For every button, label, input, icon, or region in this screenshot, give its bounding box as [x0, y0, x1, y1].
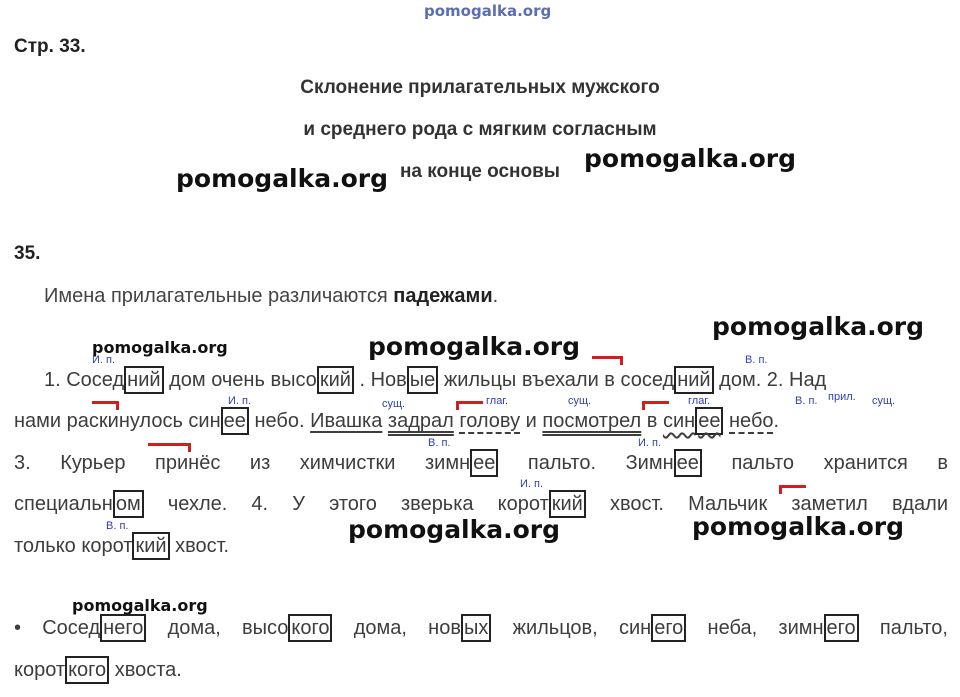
- title-line-3: на конце основы: [399, 161, 561, 182]
- intro-bold: падежами: [393, 285, 493, 307]
- predicate-word: задрал: [387, 410, 454, 432]
- text-segment: пальто. Зимн: [498, 452, 674, 474]
- title-line-2: и среднего рода с мягким согласным: [303, 119, 657, 140]
- ending-box: ом: [113, 490, 144, 518]
- ending-box: кий: [549, 490, 586, 518]
- object-word: небо: [729, 410, 774, 432]
- intro-plain: Имена прилагательные различаются: [44, 285, 394, 307]
- watermark: pomogalka.org: [712, 312, 925, 341]
- watermark: pomogalka.org: [584, 144, 797, 173]
- text-segment: дома, высо: [146, 617, 289, 639]
- case-note: И. п.: [638, 437, 662, 449]
- text-segment: небо.: [248, 410, 311, 432]
- ending-box: его: [824, 614, 859, 642]
- attribute-word: син: [662, 410, 696, 432]
- text-segment: только корот: [14, 535, 133, 557]
- title-line-1: Склонение прилагательных мужского: [300, 77, 660, 98]
- ending-box: ний: [674, 366, 713, 394]
- ending-box: кого: [288, 614, 332, 642]
- ending-box: кий: [132, 532, 169, 560]
- text-line-7: [14, 656, 182, 684]
- watermark: pomogalka.org: [348, 515, 561, 544]
- watermark: pomogalka.org: [368, 332, 581, 361]
- case-note: И. п.: [228, 395, 252, 407]
- intro-text: [44, 285, 498, 308]
- ending-box: ее: [695, 407, 723, 435]
- text-line-5: [14, 532, 229, 560]
- text-segment: пальто,: [858, 617, 948, 639]
- page-number: Стр. 33.: [14, 36, 86, 57]
- text-line-2: [14, 407, 779, 435]
- watermark: pomogalka.org: [92, 338, 228, 357]
- ending-box: ые: [407, 366, 439, 394]
- watermark: pomogalka.org: [692, 512, 905, 541]
- pos-note: прил.: [828, 391, 856, 403]
- pos-note: сущ.: [382, 398, 406, 410]
- ending-box: его: [651, 614, 686, 642]
- exercise-number: 35.: [14, 243, 41, 264]
- pos-note: глаг.: [688, 395, 711, 407]
- object-word: голову: [459, 410, 521, 432]
- text-line-6: [14, 614, 948, 642]
- text-segment: корот: [14, 659, 66, 681]
- text-segment: 3. Курьер принёс из химчистки зимн: [14, 452, 471, 474]
- case-note: В. п.: [106, 520, 129, 532]
- case-note: В. п.: [795, 395, 818, 407]
- text-segment: дома, нов: [332, 617, 461, 639]
- predicate-word: посмотрел: [542, 410, 642, 432]
- watermark: pomogalka.org: [176, 164, 389, 193]
- text-segment: хвоста.: [109, 659, 182, 681]
- ending-box: ее: [674, 449, 702, 477]
- text-segment: чехле. 4. У этого зверька корот: [143, 493, 549, 515]
- ending-mark: [592, 356, 623, 365]
- text-segment: пальто хранится в: [701, 452, 948, 474]
- watermark-top: pomogalka.org: [424, 2, 552, 20]
- case-note: В. п.: [428, 437, 451, 449]
- ending-box: ний: [124, 366, 163, 394]
- ending-box: кий: [317, 366, 354, 394]
- text-segment: нами раскинулось син: [14, 410, 221, 432]
- ending-box: ее: [470, 449, 498, 477]
- watermark: pomogalka.org: [72, 596, 208, 615]
- ending-box: ых: [461, 614, 491, 642]
- case-note: И. п.: [520, 478, 544, 490]
- text-segment: хвост.: [169, 535, 230, 557]
- pos-note: глаг.: [486, 395, 509, 407]
- text-segment: дом очень высо: [163, 369, 317, 391]
- text-segment: жильцов, син: [491, 617, 652, 639]
- case-note: В. п.: [745, 354, 768, 366]
- text-segment: жильцы въехали в сосед: [438, 369, 675, 391]
- pos-note: сущ.: [872, 395, 896, 407]
- text-segment: 1. Сосед: [44, 369, 125, 391]
- text-line-1: [44, 366, 826, 394]
- text-segment: • Сосед: [14, 617, 101, 639]
- pos-note: сущ.: [568, 395, 592, 407]
- text-line-3: [14, 449, 948, 477]
- text-segment: неба, зимн: [686, 617, 824, 639]
- case-note: И. п.: [92, 354, 116, 366]
- text-segment: в: [641, 410, 663, 432]
- text-segment: специальн: [14, 493, 113, 515]
- text-segment: и: [520, 410, 543, 432]
- text-segment: .: [773, 410, 780, 432]
- intro-end: .: [492, 285, 499, 307]
- text-segment: хвост. Мальчик заметил вдали: [585, 493, 948, 515]
- ending-box: ее: [221, 407, 249, 435]
- ending-box: кого: [65, 656, 109, 684]
- text-segment: . Нов: [353, 369, 407, 391]
- ending-box: него: [100, 614, 146, 642]
- subject-word: Ивашка: [310, 410, 383, 432]
- text-segment: дом. 2. Над: [713, 369, 827, 391]
